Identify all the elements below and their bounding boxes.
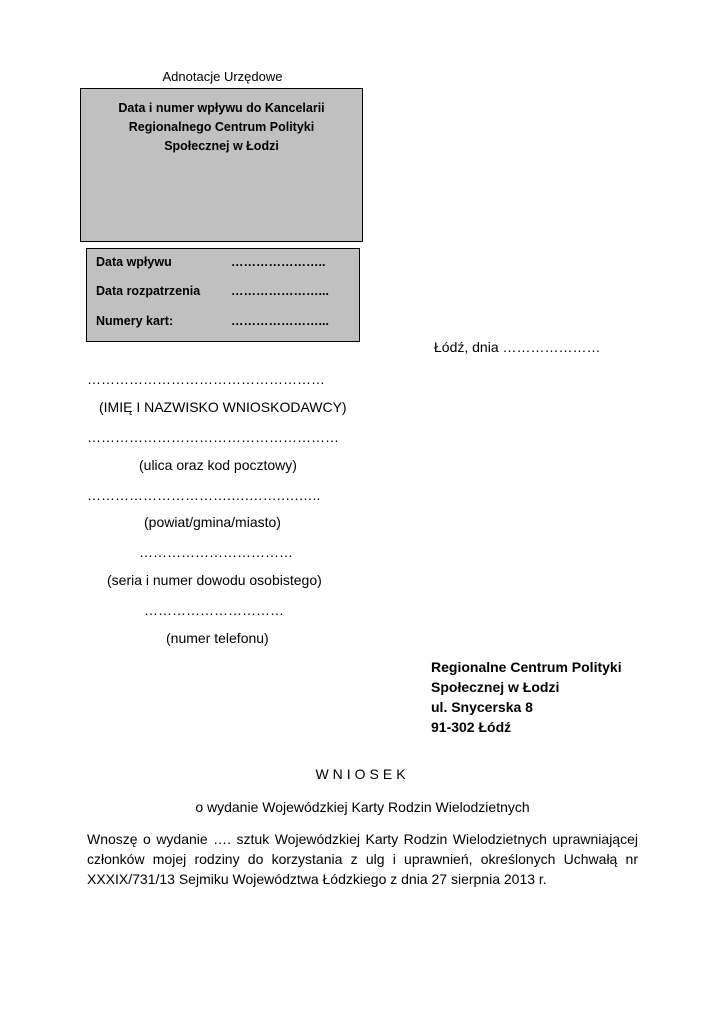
review-date-value: …………………... bbox=[231, 284, 329, 298]
document-title: WNIOSEK bbox=[315, 766, 410, 782]
annotations-label: Adnotacje Urzędowe bbox=[162, 69, 283, 84]
card-numbers-value: …………………... bbox=[231, 314, 329, 328]
recipient-address bbox=[431, 657, 622, 737]
application-body-text: Wnoszę o wydanie …. sztuk Wojewódzkiej Karty Rodzin Wielodzietnych uprawniającej członków mojej rodziny do korzystania z ulg i uprawnień, określonych Uchwałą nr XXXIX/731/13 Sejmiku Województwa Łódzkiego z dnia 27 sierpnia 2013 r. bbox=[87, 831, 638, 887]
id-document-caption: (seria i numer dowodu osobistego) bbox=[107, 572, 322, 588]
office-box-line-3: Społecznej w Łodzi bbox=[164, 139, 279, 153]
document-subtitle: o wydanie Wojewódzkiej Karty Rodzin Wielodzietnych bbox=[195, 799, 530, 815]
phone-dots: ………………………… bbox=[144, 602, 284, 618]
street-dots: ……………………………………………… bbox=[87, 429, 339, 445]
recipient-line-4: 91-302 Łódź bbox=[431, 719, 512, 735]
received-date-row bbox=[96, 255, 326, 269]
office-box-line-2: Regionalnego Centrum Polityki bbox=[128, 120, 315, 134]
office-stamp-box bbox=[80, 88, 363, 242]
place-and-date: Łódź, dnia ………………… bbox=[434, 339, 601, 355]
phone-caption: (numer telefonu) bbox=[166, 630, 269, 646]
recipient-line-1: Regionalne Centrum Polityki bbox=[431, 659, 622, 675]
review-date-label: Data rozpatrzenia bbox=[96, 284, 201, 298]
applicant-name-caption: (IMIĘ I NAZWISKO WNIOSKODAWCY) bbox=[99, 399, 347, 415]
received-date-value: ………………….. bbox=[231, 255, 326, 269]
review-date-row bbox=[96, 284, 329, 298]
card-numbers-row bbox=[96, 314, 329, 328]
district-dots: ………………………….….…….….….. bbox=[87, 487, 321, 503]
recipient-line-2: Społecznej w Łodzi bbox=[431, 679, 560, 695]
street-caption: (ulica oraz kod pocztowy) bbox=[139, 457, 297, 473]
applicant-name-dots: …………………………………………… bbox=[87, 371, 325, 387]
card-numbers-label: Numery kart: bbox=[96, 314, 174, 328]
district-caption: (powiat/gmina/miasto) bbox=[144, 514, 281, 530]
recipient-line-3: ul. Snycerska 8 bbox=[431, 699, 533, 715]
office-box-line-1: Data i numer wpływu do Kancelarii bbox=[118, 101, 325, 115]
official-dates-box bbox=[86, 248, 360, 342]
received-date-label: Data wpływu bbox=[96, 255, 172, 269]
id-document-dots: …………………………… bbox=[139, 544, 293, 560]
